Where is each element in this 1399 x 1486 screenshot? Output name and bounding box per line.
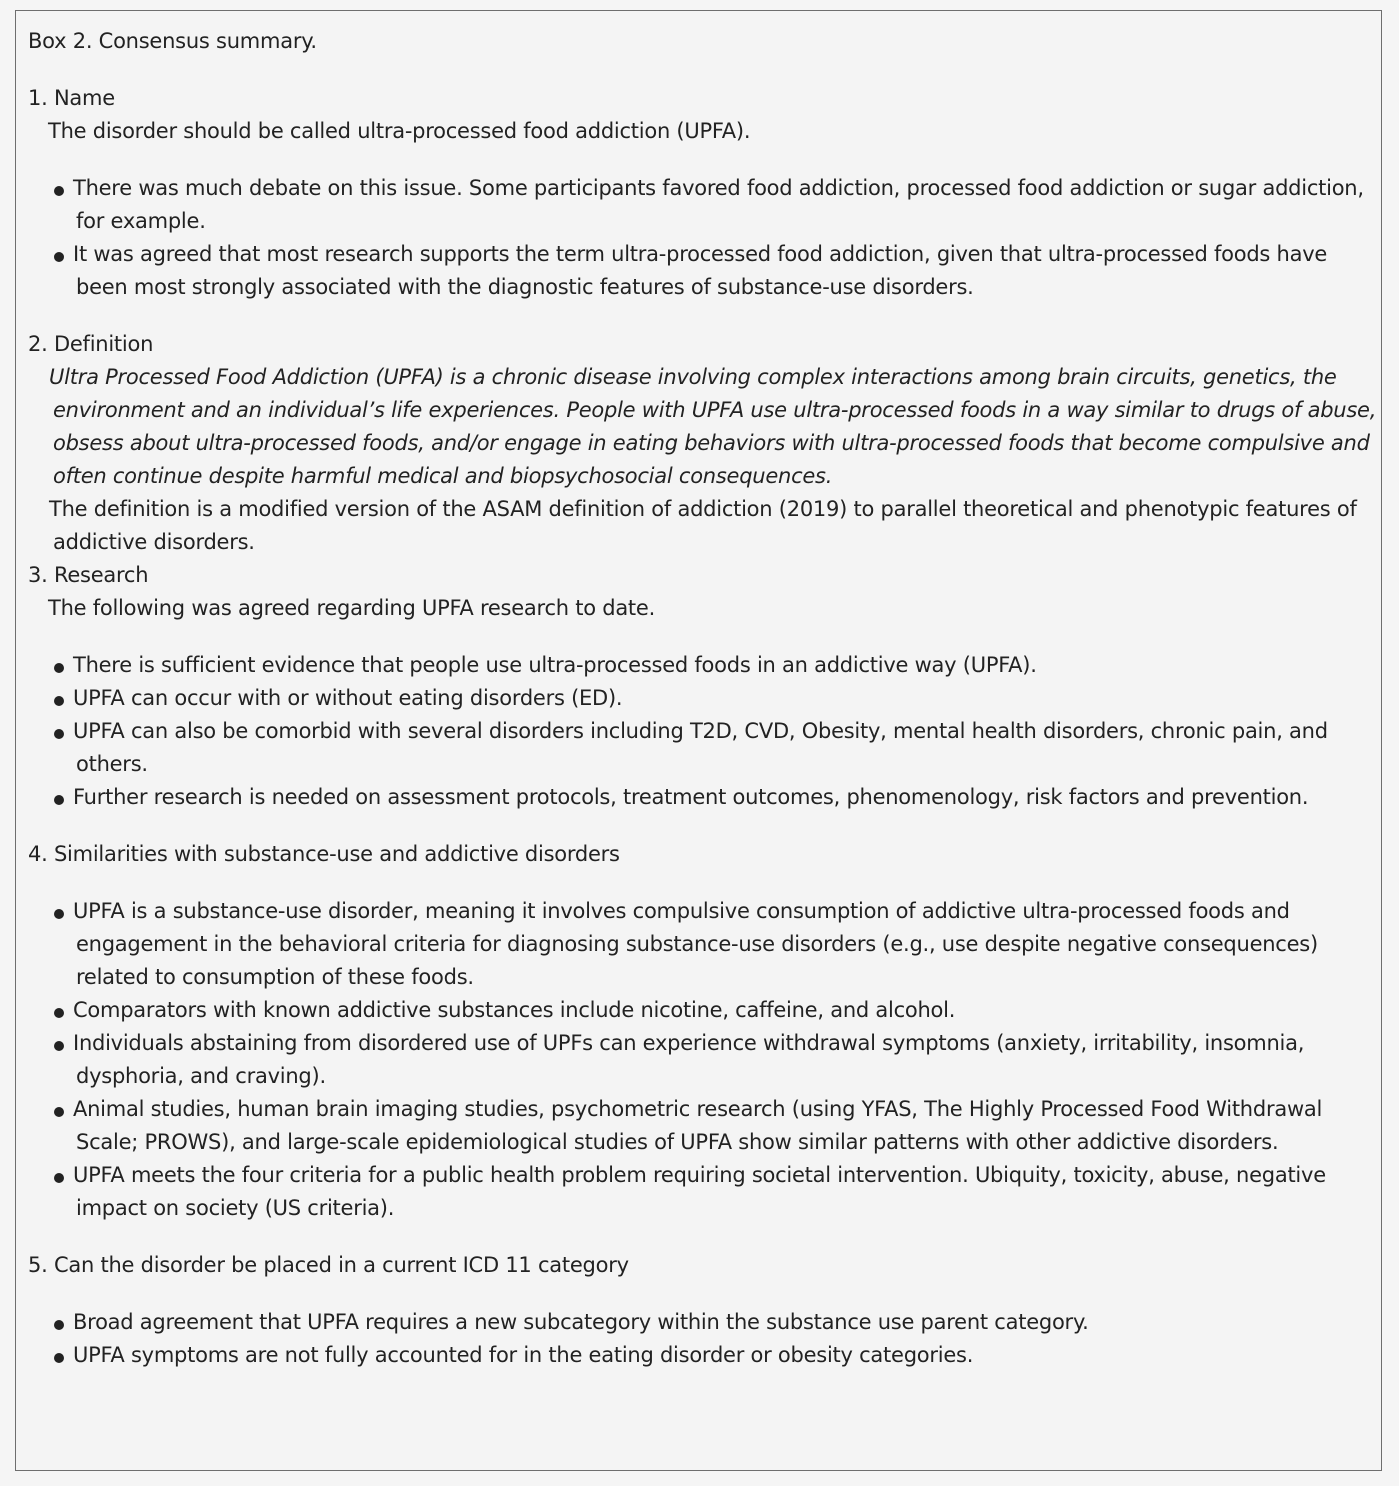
list-item: Individuals abstaining from disordered use of UPFs can experience withdrawal symptoms (anxiety, irritability, insomnia, dysphoria, and craving). (28, 1027, 1378, 1093)
bullet-icon (54, 663, 64, 673)
list-item: Further research is needed on assessment protocols, treatment outcomes, phenomenology, risk factors and prevention. (28, 781, 1378, 814)
list-item: It was agreed that most research supports the term ultra-processed food addiction, given that ultra-processed foods have been most strongly associated with the diagnostic features of substance-use disorders. (28, 238, 1378, 304)
list-item: UPFA meets the four criteria for a public health problem requiring societal intervention. Ubiquity, toxicity, abuse, negative impact on society (US criteria). (28, 1159, 1378, 1225)
list-item: Comparators with known addictive substances include nicotine, caffeine, and alcohol. (28, 994, 1378, 1027)
bullet-icon (54, 1320, 64, 1330)
section-heading: 1. Name (28, 86, 115, 110)
definition-text: Ultra Processed Food Addiction (UPFA) is a chronic disease involving complex interactions among brain circuits, genetics, the environment and an individual’s life experiences. People with UPFA use ultra-processed foods in a way similar to drugs of abuse, obsess about ultra-processed foods, and/or engage in eating behaviors with ultra-processed foods that become compulsive and often continue despite harmful medical and biopsychosocial consequences. (49, 365, 1377, 488)
bullet-icon (54, 186, 64, 196)
bullet-icon (54, 1041, 64, 1051)
bullet-list (28, 172, 1378, 304)
list-item: UPFA is a substance-use disorder, meaning it involves compulsive consumption of addictive ultra-processed foods and engagement in the behavioral criteria for diagnosing substance-use disorders (e.g., use despite negative consequences) related to consumption of these foods. (28, 895, 1378, 994)
list-item: There was much debate on this issue. Some participants favored food addiction, processed food addiction or sugar addiction, for example. (28, 172, 1378, 238)
section-icd11 (28, 1249, 1378, 1372)
list-item: UPFA can also be comorbid with several disorders including T2D, CVD, Obesity, mental health disorders, chronic pain, and others. (28, 715, 1378, 781)
section-name (28, 82, 1378, 304)
list-item: UPFA can occur with or without eating disorders (ED). (28, 682, 1378, 715)
box-title: Box 2. Consensus summary. (28, 29, 317, 53)
bullet-icon (54, 252, 64, 262)
list-item: Animal studies, human brain imaging studies, psychometric research (using YFAS, The Highly Processed Food Withdrawal Scale; PROWS), and large-scale epidemiological studies of UPFA show similar patterns with other addictive disorders. (28, 1093, 1378, 1159)
bullet-icon (54, 909, 64, 919)
section-text: The following was agreed regarding UPFA research to date. (48, 596, 656, 620)
bullet-icon (54, 795, 64, 805)
bullet-list (28, 895, 1378, 1225)
bullet-list (28, 649, 1378, 814)
section-text: The definition is a modified version of the ASAM definition of addiction (2019) to parallel theoretical and phenotypic features of addictive disorders. (49, 497, 1357, 554)
bullet-icon (54, 1008, 64, 1018)
bullet-icon (54, 1173, 64, 1183)
section-heading: 3. Research (28, 563, 149, 587)
section-similarities (28, 838, 1378, 1225)
box-content (28, 25, 1378, 1396)
bullet-icon (54, 1353, 64, 1363)
list-item: UPFA symptoms are not fully accounted for in the eating disorder or obesity categories. (28, 1339, 1378, 1372)
bullet-icon (54, 729, 64, 739)
section-heading: 4. Similarities with substance-use and addictive disorders (28, 842, 620, 866)
section-heading: 5. Can the disorder be placed in a current ICD 11 category (28, 1253, 629, 1277)
list-item: There is sufficient evidence that people use ultra-processed foods in an addictive way (UPFA). (28, 649, 1378, 682)
bullet-icon (54, 1107, 64, 1117)
section-research (28, 559, 1378, 814)
consensus-summary-box (15, 10, 1382, 1471)
section-heading: 2. Definition (28, 332, 154, 356)
section-definition (28, 328, 1378, 559)
section-text: The disorder should be called ultra-processed food addiction (UPFA). (48, 119, 751, 143)
list-item: Broad agreement that UPFA requires a new subcategory within the substance use parent category. (28, 1306, 1378, 1339)
bullet-icon (54, 696, 64, 706)
bullet-list (28, 1306, 1378, 1372)
